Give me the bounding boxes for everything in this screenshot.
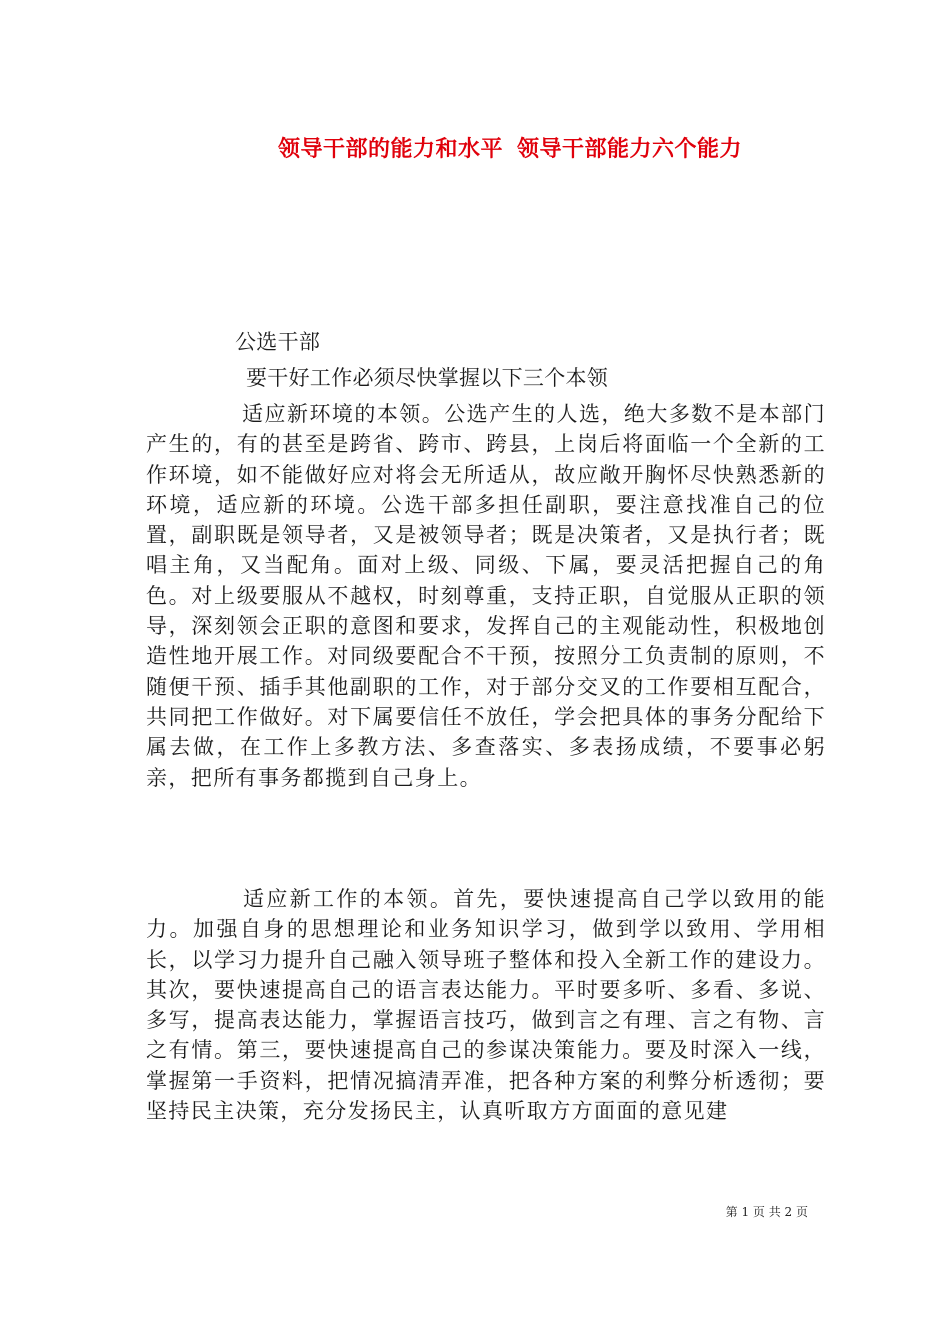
heading-three-skills: 要干好工作必须尽快掌握以下三个本领 [246, 366, 609, 390]
page-title [0, 132, 950, 168]
title-part-2: 领导干部能力六个能力 [517, 137, 743, 162]
heading-public-selection: 公选干部 [235, 330, 321, 354]
paragraph-1-text: 适应新环境的本领。公选产生的人选，绝大多数不是本部门产生的，有的甚至是跨省、跨市、跨县，上岗后将面临一个全新的工作环境，如不能做好应对将会无所适从，故应敞开胸怀尽快熟悉新的环境，适应新的环境。公选干部多担任副职，要注意找准自己的位置，副职既是领导者，又是被领导者；既是决策者，又是执行者；既唱主角，又当配角。面对上级、同级、下属，要灵活把握自己的角色。对上级要服从不越权，时刻尊重，支持正职，自觉服从正职的领导，深刻领会正职的意图和要求，发挥自己的主观能动性，积极地创造性地开展工作。对同级要配合不干预，按照分工负责制的原则，不随便干预、插手其他副职的工作，对于部分交叉的工作要相互配合，共同把工作做好。对下属要信任不放任，学会把具体的事务分配给下属去做，在工作上多教方法、多查落实、多表扬成绩，不要事必躬亲，把所有事务都揽到自己身上。 [146, 402, 826, 790]
paragraph-new-environment [146, 399, 826, 793]
title-part-1: 领导干部的能力和水平 [277, 137, 503, 162]
page-number-footer: 第 1 页 共 2 页 [725, 1205, 808, 1219]
paragraph-new-work [146, 884, 826, 1126]
paragraph-2-text: 适应新工作的本领。首先，要快速提高自己学以致用的能力。加强自身的思想理论和业务知识学习，做到学以致用、学用相长，以学习力提升自己融入领导班子整体和投入全新工作的建设力。其次，要快速提高自己的语言表达能力。平时要多听、多看、多说、多写，提高表达能力，掌握语言技巧，做到言之有理、言之有物、言之有情。第三，要快速提高自己的参谋决策能力。要及时深入一线，掌握第一手资料，把情况搞清弄准，把各种方案的利弊分析透彻；要坚持民主决策，充分发扬民主，认真听取方方面面的意见建 [146, 887, 826, 1124]
